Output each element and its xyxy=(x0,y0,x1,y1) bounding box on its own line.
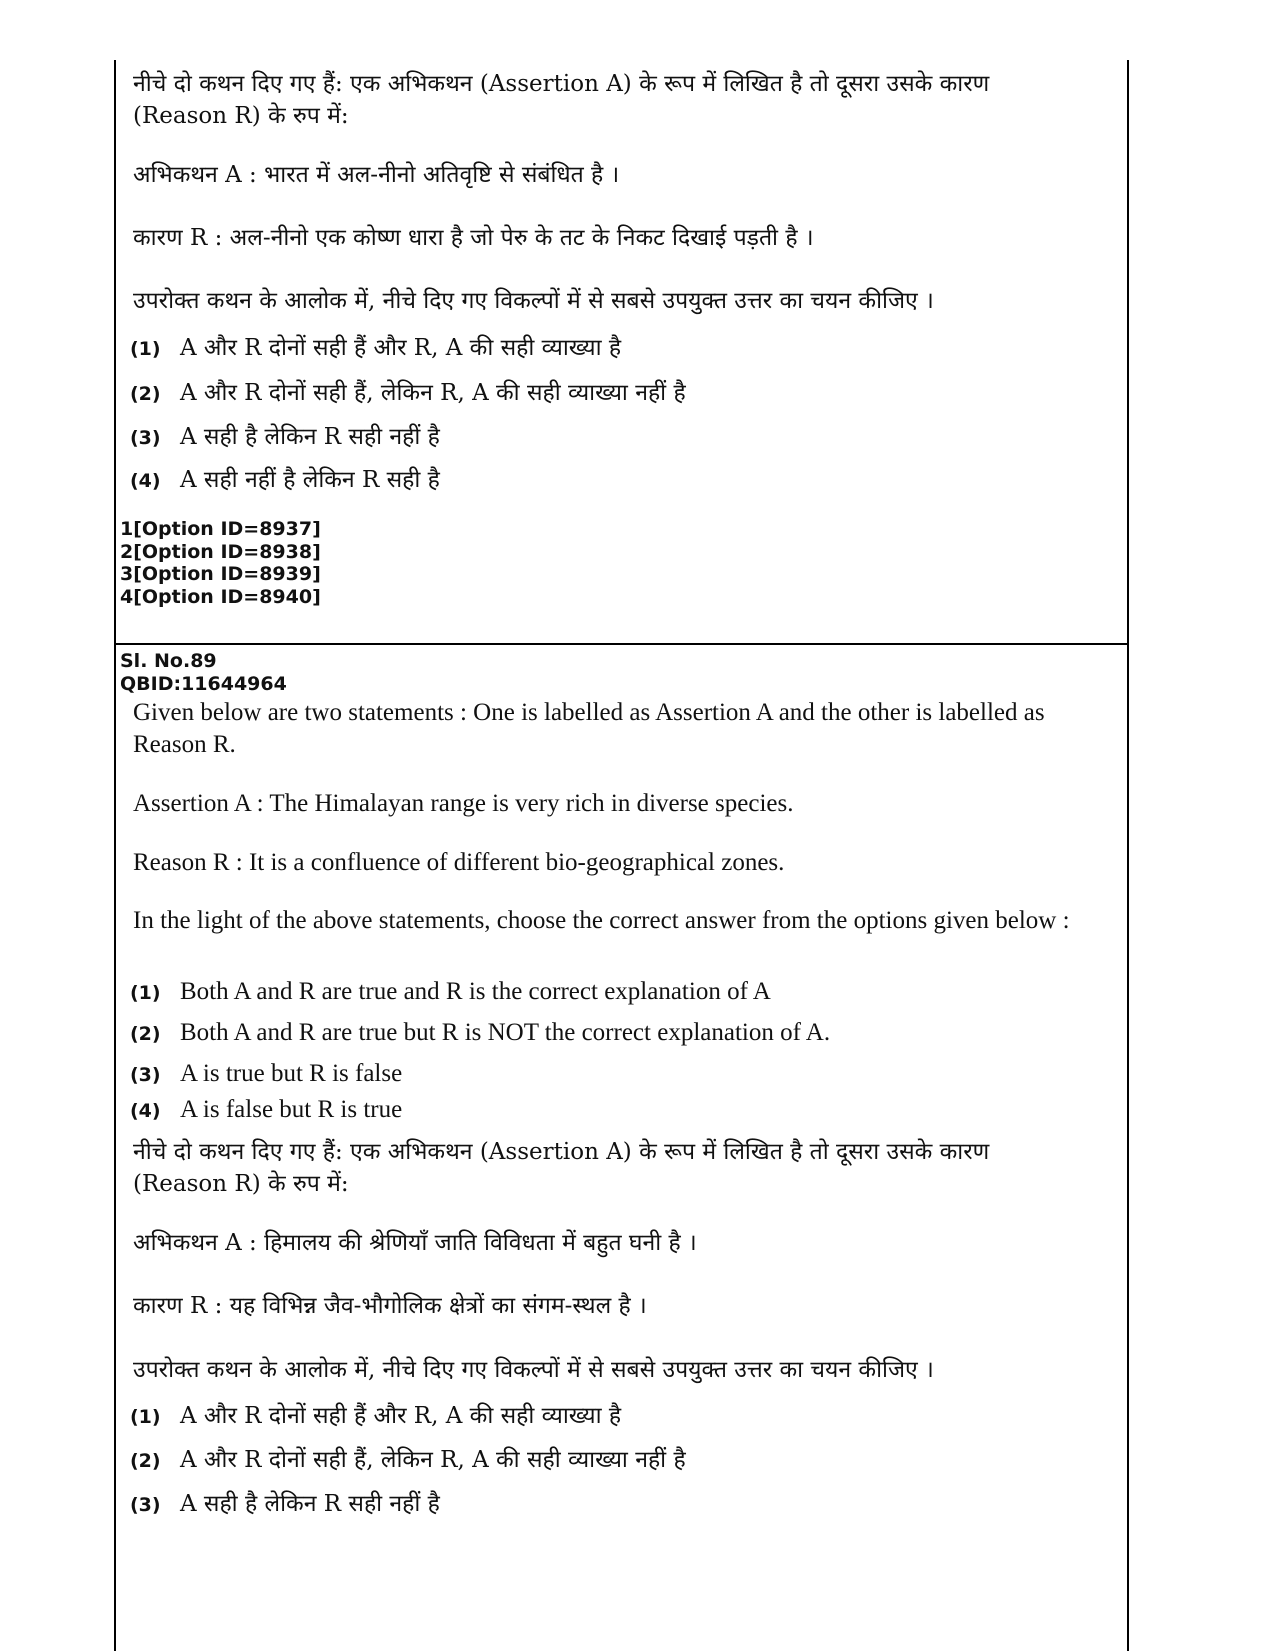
option-number: (4) xyxy=(130,1100,161,1122)
option-text: A और R दोनों सही हैं और R, A की सही व्याख्या है xyxy=(180,335,622,361)
option-number: (2) xyxy=(130,1450,161,1472)
hindi-assertion: अभिकथन A : भारत में अल-नीनो अतिवृष्टि से संबंधित है । xyxy=(133,162,620,188)
option-text: A सही है लेकिन R सही नहीं है xyxy=(180,1491,440,1517)
english-reason: Reason R : It is a confluence of different bio-geographical zones. xyxy=(133,849,785,876)
question-bank-id: QBID:11644964 xyxy=(120,672,287,695)
hindi-option-3 xyxy=(130,1486,1087,1518)
hindi-option-1 xyxy=(130,1398,1087,1430)
option-number: (2) xyxy=(130,383,161,405)
option-number: (3) xyxy=(130,1494,161,1516)
option-4 xyxy=(130,1096,1087,1124)
option-number: (1) xyxy=(130,338,161,360)
hindi-intro: नीचे दो कथन दिए गए हैं: एक अभिकथन (Assertion A) के रूप में लिखित है तो दूसरा उसके कारण (Reason R) के रुप में: xyxy=(133,71,990,129)
option-2 xyxy=(130,375,1087,407)
hindi-option-2 xyxy=(130,1442,1087,1474)
option-text: A और R दोनों सही हैं और R, A की सही व्याख्या है xyxy=(180,1403,622,1429)
option-id-list xyxy=(120,518,321,608)
option-number: (4) xyxy=(130,470,161,492)
option-text: A सही नहीं है लेकिन R सही है xyxy=(180,467,440,493)
option-id: 1[Option ID=8937] xyxy=(120,518,321,540)
option-text: A और R दोनों सही हैं, लेकिन R, A की सही व्याख्या नहीं है xyxy=(180,380,686,406)
english-assertion: Assertion A : The Himalayan range is very rich in diverse species. xyxy=(133,790,794,817)
question-header xyxy=(120,650,287,695)
hindi-intro: नीचे दो कथन दिए गए हैं: एक अभिकथन (Assertion A) के रूप में लिखित है तो दूसरा उसके कारण (Reason R) के रुप में: xyxy=(133,1139,990,1197)
option-3 xyxy=(130,419,1087,451)
hindi-reason: कारण R : अल-नीनो एक कोष्ण धारा है जो पेरु के तट के निकट दिखाई पड़ती है । xyxy=(133,225,814,251)
option-3 xyxy=(130,1060,1087,1088)
option-1 xyxy=(130,330,1087,362)
option-1 xyxy=(130,978,1087,1006)
question-cell xyxy=(116,645,1127,1651)
option-number: (2) xyxy=(130,1023,161,1045)
option-2 xyxy=(130,1019,1087,1047)
hindi-instruction: उपरोक्त कथन के आलोक में, नीचे दिए गए विकल्पों में से सबसे उपयुक्त उत्तर का चयन कीजिए । xyxy=(133,288,934,314)
option-number: (1) xyxy=(130,1406,161,1428)
question-table xyxy=(114,60,1129,1651)
option-id: 3[Option ID=8939] xyxy=(120,563,321,585)
option-number: (3) xyxy=(130,1064,161,1086)
option-id: 4[Option ID=8940] xyxy=(120,585,321,608)
option-text: A is true but R is false xyxy=(180,1060,403,1087)
option-4 xyxy=(130,462,1087,494)
previous-question-cell xyxy=(116,60,1127,645)
hindi-instruction: उपरोक्त कथन के आलोक में, नीचे दिए गए विकल्पों में से सबसे उपयुक्त उत्तर का चयन कीजिए । xyxy=(133,1357,934,1383)
option-text: A is false but R is true xyxy=(180,1096,403,1123)
hindi-reason: कारण R : यह विभिन्न जैव-भौगोलिक क्षेत्रों का संगम-स्थल है । xyxy=(133,1293,647,1319)
option-text: Both A and R are true but R is NOT the correct explanation of A. xyxy=(180,1019,831,1046)
english-instruction: In the light of the above statements, choose the correct answer from the options given below : xyxy=(133,907,1070,934)
option-text: A सही है लेकिन R सही नहीं है xyxy=(180,424,440,450)
option-id: 2[Option ID=8938] xyxy=(120,540,321,563)
hindi-assertion: अभिकथन A : हिमालय की श्रेणियाँ जाति विविधता में बहुत घनी है । xyxy=(133,1230,697,1256)
serial-number: Sl. No.89 xyxy=(120,650,217,672)
option-text: Both A and R are true and R is the correct explanation of A xyxy=(180,978,771,1005)
option-number: (1) xyxy=(130,982,161,1004)
option-number: (3) xyxy=(130,427,161,449)
english-intro: Given below are two statements : One is labelled as Assertion A and the other is labelled as Reason R. xyxy=(133,699,1045,758)
option-text: A और R दोनों सही हैं, लेकिन R, A की सही व्याख्या नहीं है xyxy=(180,1447,686,1473)
